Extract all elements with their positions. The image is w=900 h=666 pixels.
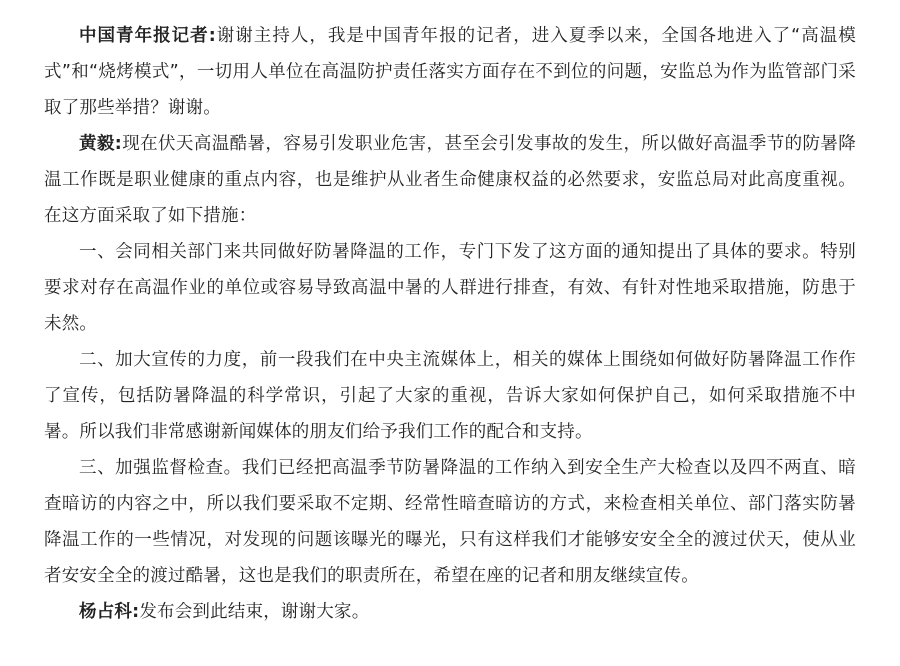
- speaker-label: 杨占科:: [79, 602, 140, 622]
- speaker-label: 黄毅:: [79, 134, 123, 154]
- paragraph-closing: [44, 594, 856, 630]
- paragraph-text: 现在伏天高温酷暑，容易引发职业危害，甚至会引发事故的发生，所以做好高温季节的防暑降温工作既是职业健康的重点内容，也是维护从业者生命健康权益的必然要求，安监总局对此高度重视。在这方面采取了如下措施：: [44, 134, 856, 226]
- paragraph-text: 发布会到此结束，谢谢大家。: [139, 602, 370, 622]
- paragraph-text: 一、会同相关部门来共同做好防暑降温的工作，专门下发了这方面的通知提出了具体的要求。特别要求对存在高温作业的单位或容易导致高温中暑的人群进行排查，有效、有针对性地采取措施，防患于未然。: [44, 242, 856, 334]
- paragraph-measure-3: [44, 450, 856, 594]
- paragraph-reporter-question: [44, 18, 856, 126]
- paragraph-measure-1: [44, 234, 856, 342]
- paragraph-text: 二、加大宣传的力度，前一段我们在中央主流媒体上，相关的媒体上围绕如何做好防暑降温工作作了宣传，包括防暑降温的科学常识，引起了大家的重视，告诉大家如何保护自己，如何采取措施不中暑。所以我们非常感谢新闻媒体的朋友们给予我们工作的配合和支持。: [44, 350, 856, 442]
- paragraph-huangyi-answer: [44, 126, 856, 234]
- paragraph-text: 谢谢主持人，我是中国青年报的记者，进入夏季以来，全国各地进入了“高温模式”和“烧烤模式”，一切用人单位在高温防护责任落实方面存在不到位的问题，安监总为作为监管部门采取了那些举措？谢谢。: [44, 26, 856, 118]
- speaker-label: 中国青年报记者:: [79, 26, 216, 46]
- paragraph-measure-2: [44, 342, 856, 450]
- paragraph-text: 三、加强监督检查。我们已经把高温季节防暑降温的工作纳入到安全生产大检查以及四不两直、暗查暗访的内容之中，所以我们要采取不定期、经常性暗查暗访的方式，来检查相关单位、部门落实防暑降温工作的一些情况，对发现的问题该曝光的曝光，只有这样我们才能够安安全全的渡过伏天，使从业者安安全全的渡过酷暑，这也是我们的职责所在，希望在座的记者和朋友继续宣传。: [44, 458, 856, 586]
